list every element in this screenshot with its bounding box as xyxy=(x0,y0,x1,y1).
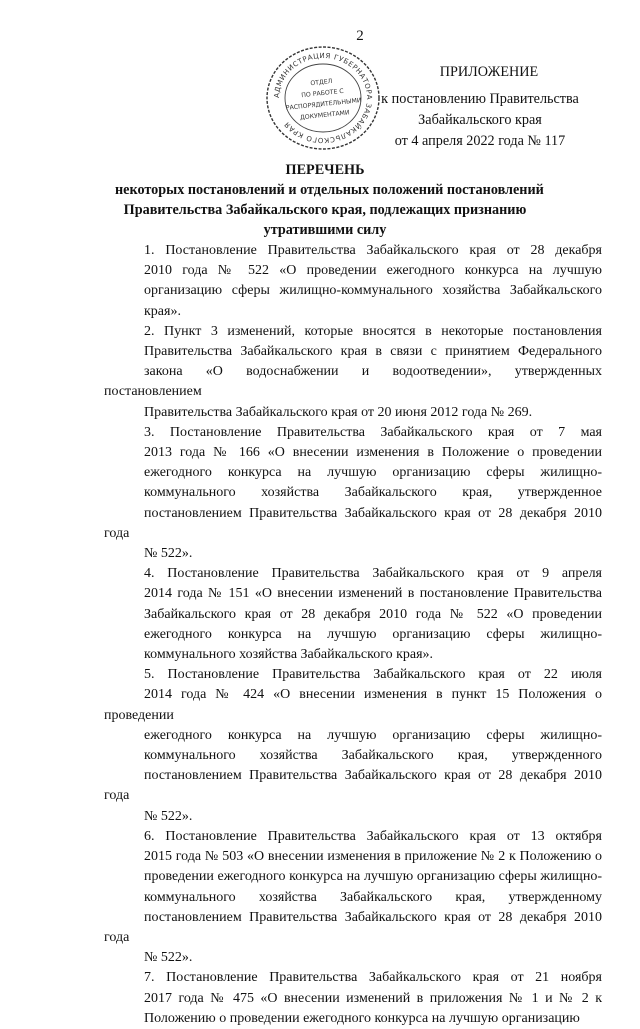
paragraph-line: № 522». xyxy=(144,950,193,966)
appendix-line: к постановлению Правительства xyxy=(381,91,579,107)
stamp-center-line: ДОКУМЕНТАМИ xyxy=(299,109,350,122)
list-item xyxy=(104,665,602,827)
paragraph-line: 7. Постановление Правительства Забайкальского края от 21 ноября xyxy=(144,970,602,986)
heading-line: некоторых постановлений и отдельных положений постановлений xyxy=(115,182,544,198)
paragraph-line: постановлением Правительства Забайкальского края от 28 декабря 2010 года xyxy=(104,909,602,945)
paragraph-line: ежегодного конкурса на лучшую организацию сферы жилищно- xyxy=(144,727,602,743)
list-item xyxy=(104,322,602,423)
paragraph-line: 2014 года № 424 «О внесении изменения в пункт 15 Положения о проведении xyxy=(104,687,602,723)
page-number: 2 xyxy=(356,28,364,44)
list-item xyxy=(104,241,602,322)
paragraph-line: коммунального хозяйства Забайкальского края, утвержденного xyxy=(144,748,602,764)
paragraph-line: № 522». xyxy=(144,808,193,824)
paragraph-line: коммунального хозяйства Забайкальского края, утвержденному xyxy=(144,889,602,905)
heading-line: Правительства Забайкальского края, подлежащих признанию xyxy=(123,202,527,218)
paragraph-line: 2013 года № 166 «О внесении изменения в Положение о проведении xyxy=(144,445,602,461)
paragraph-line: 2014 года № 151 «О внесении изменений в постановление Правительства xyxy=(144,586,602,602)
paragraph-line: Правительства Забайкальского края от 20 июня 2012 года № 269. xyxy=(144,404,533,420)
document-heading xyxy=(115,160,544,240)
stamp-ring-text: АДМИНИСТРАЦИЯ ГУБЕРНАТОРА ЗАБАЙКАЛЬСКОГО КРАЯ xyxy=(272,51,374,145)
list-item xyxy=(104,564,602,665)
list-item xyxy=(104,827,602,968)
paragraph-line: организацию сферы жилищно-коммунального хозяйства Забайкальского xyxy=(144,283,602,299)
paragraph-line: 2. Пункт 3 изменений, которые вносятся в некоторые постановления xyxy=(144,323,602,339)
stamp-center-line: ОТДЕЛ xyxy=(310,77,333,88)
paragraph-line: 3. Постановление Правительства Забайкальского края от 7 мая xyxy=(144,424,602,440)
paragraph-line: постановлением Правительства Забайкальского края от 28 декабря 2010 года xyxy=(104,768,602,804)
paragraph-line: закона «О водоснабжении и водоотведении», утвержденных постановлением xyxy=(104,364,602,400)
paragraph-line: коммунального хозяйства Забайкальского края, утвержденное xyxy=(144,485,602,501)
appendix-line: от 4 апреля 2022 года № 117 xyxy=(394,133,566,149)
paragraph-line: 2017 года № 475 «О внесении изменений в приложения № 1 и № 2 к xyxy=(144,990,602,1006)
paragraph-line: № 522». xyxy=(144,546,193,562)
appendix-line: Забайкальского края xyxy=(418,112,542,128)
list-item xyxy=(104,423,602,564)
stamp-center-line: РАСПОРЯДИТЕЛЬНЫМИ xyxy=(285,97,362,112)
paragraph-line: 6. Постановление Правительства Забайкальского края от 13 октября xyxy=(144,828,602,844)
paragraph-line: края». xyxy=(144,303,181,319)
paragraph-line: ежегодного конкурса на лучшую организацию сферы жилищно- xyxy=(144,626,602,642)
paragraph-line: 4. Постановление Правительства Забайкальского края от 9 апреля xyxy=(144,566,602,582)
stamp-center-line: ПО РАБОТЕ С xyxy=(301,87,345,100)
paragraph-line: ежегодного конкурса на лучшую организацию сферы жилищно- xyxy=(144,465,602,481)
paragraph-line: 5. Постановление Правительства Забайкальского края от 22 июля xyxy=(144,667,602,683)
list-item xyxy=(104,968,602,1029)
paragraph-line: 1. Постановление Правительства Забайкальского края от 28 декабря xyxy=(144,243,602,258)
paragraph-line: проведении ежегодного конкурса на лучшую организацию сферы жилищно- xyxy=(144,869,602,885)
paragraph-line: 2015 года № 503 «О внесении изменения в приложение № 2 к Положению о xyxy=(144,849,602,865)
heading-line: утратившими силу xyxy=(263,222,387,238)
appendix-block xyxy=(360,62,600,152)
paragraph-line: Правительства Забайкальского края в связи с принятием Федерального xyxy=(144,344,602,360)
heading-title: ПЕРЕЧЕНЬ xyxy=(285,162,365,178)
paragraph-line: 2010 года № 522 «О проведении ежегодного конкурса на лучшую xyxy=(144,263,602,279)
paragraph-line: коммунального хозяйства Забайкальского края». xyxy=(144,647,434,663)
paragraph-line: Забайкальского края от 28 декабря 2010 года № 522 «О проведении xyxy=(144,606,602,622)
document-body xyxy=(104,241,602,1029)
paragraph-line: постановлением Правительства Забайкальского края от 28 декабря 2010 года xyxy=(104,505,602,541)
appendix-title: ПРИЛОЖЕНИЕ xyxy=(439,64,539,80)
paragraph-line: Положению о проведении ежегодного конкурса на лучшую организацию xyxy=(144,1010,580,1026)
